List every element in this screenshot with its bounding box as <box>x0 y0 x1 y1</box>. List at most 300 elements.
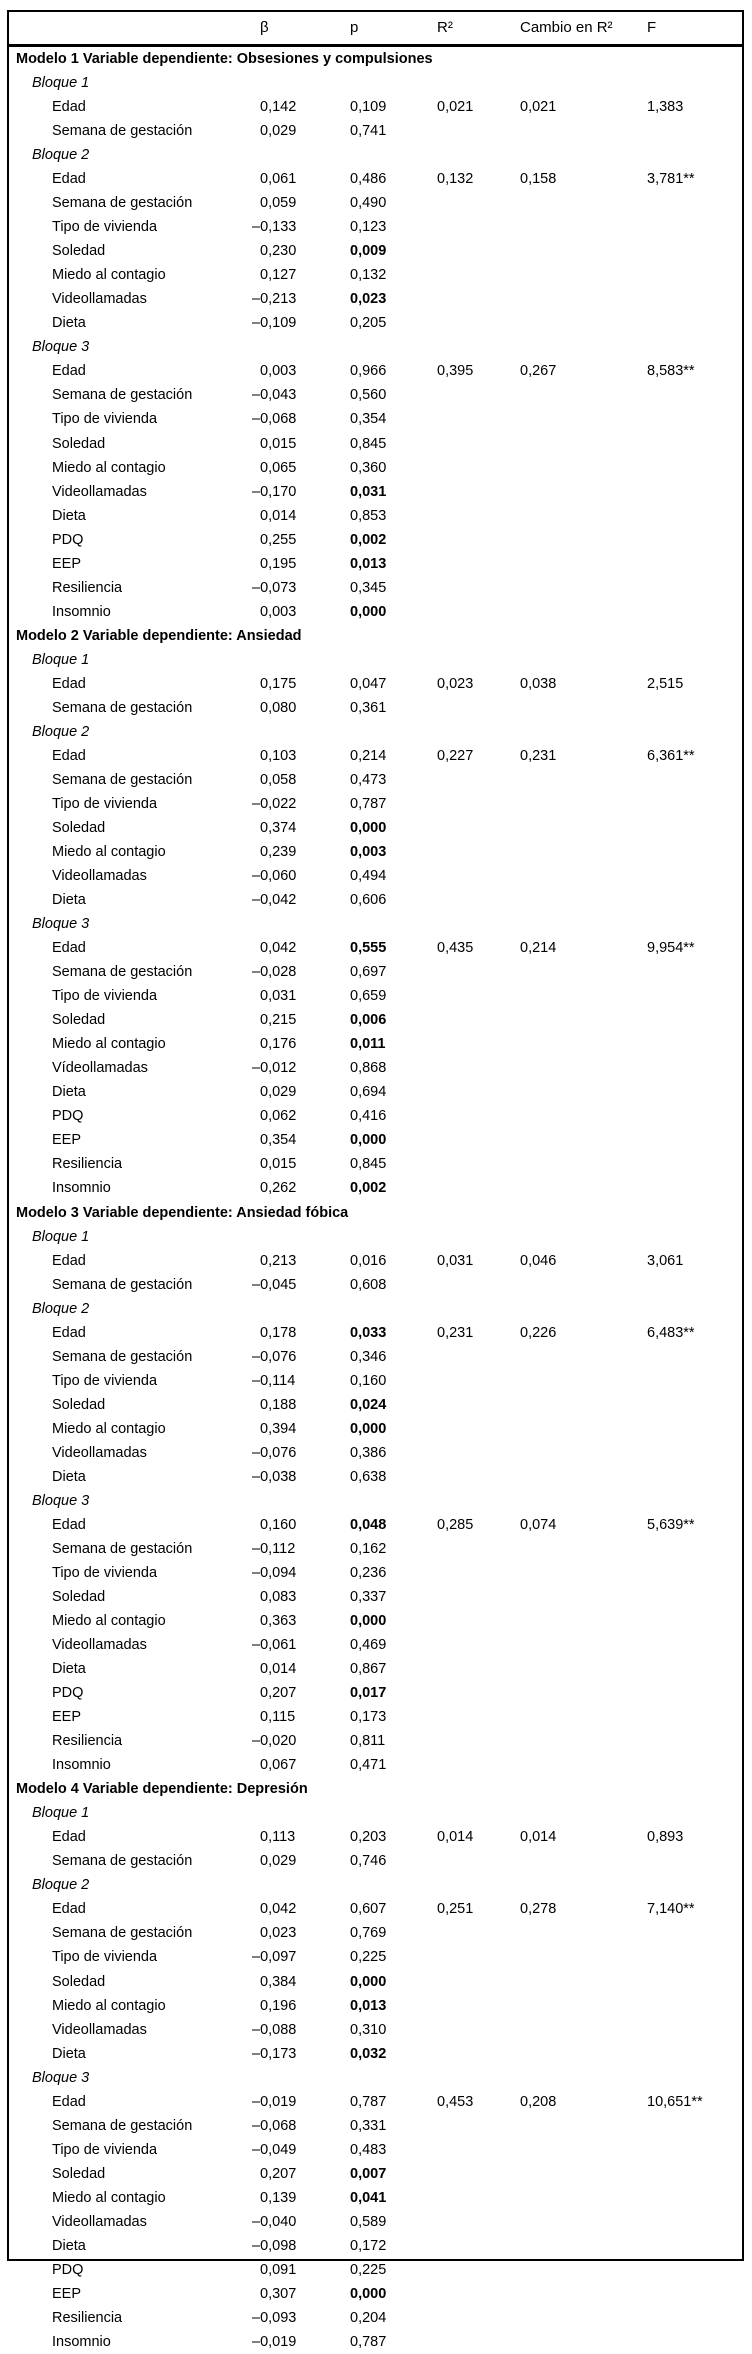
variable-label: Dieta <box>52 892 86 909</box>
p-value: 0,041 <box>350 2189 387 2206</box>
table-row <box>9 1321 742 1345</box>
beta-value: 0,113 <box>260 1829 296 1846</box>
p-value: 0,845 <box>350 435 387 452</box>
r2-change-value: 0,208 <box>520 2093 557 2110</box>
p-value: 0,386 <box>350 1444 387 1461</box>
r2-change-value: 0,214 <box>520 940 557 957</box>
column-header-p: p <box>350 19 359 36</box>
model-title: Modelo 4 Variable dependiente: Depresión <box>16 1781 308 1798</box>
table-row <box>9 1970 742 1994</box>
variable-label: Edad <box>52 1901 86 1918</box>
r2-change-value: 0,158 <box>520 171 557 188</box>
column-header-r2: R² <box>437 19 453 36</box>
beta-value: 0,015 <box>260 1156 297 1173</box>
variable-label: Dieta <box>52 1661 86 1678</box>
variable-label: PDQ <box>52 531 84 548</box>
beta-value: –0,114 <box>252 1372 296 1389</box>
p-value: 0,589 <box>350 2213 387 2230</box>
p-value: 0,225 <box>350 1949 387 1966</box>
beta-value: 0,003 <box>260 363 297 380</box>
variable-label: Edad <box>52 1324 86 1341</box>
table-row <box>9 2018 742 2042</box>
variable-label: Resiliencia <box>52 2309 123 2326</box>
variable-label: Tipo de vivienda <box>52 988 158 1005</box>
variable-label: Semana de gestación <box>52 1348 193 1365</box>
beta-value: 0,059 <box>260 195 297 212</box>
beta-value: 0,029 <box>260 123 297 140</box>
beta-value: 0,062 <box>260 1108 297 1125</box>
variable-label: EEP <box>52 1709 82 1726</box>
beta-value: 0,307 <box>260 2285 297 2302</box>
p-value: 0,203 <box>350 1829 387 1846</box>
variable-label: Videollamadas <box>52 291 147 308</box>
table-row <box>9 2138 742 2162</box>
table-row <box>9 1465 742 1489</box>
beta-value: 0,031 <box>260 988 297 1005</box>
p-value: 0,345 <box>350 579 387 596</box>
table-row <box>9 311 742 335</box>
table-row <box>9 840 742 864</box>
table-row <box>9 480 742 504</box>
table-row <box>9 1633 742 1657</box>
p-value: 0,483 <box>350 2141 387 2158</box>
table-row <box>9 744 742 768</box>
f-value: 1,383 <box>647 99 684 116</box>
p-value: 0,354 <box>350 411 387 428</box>
p-value: 0,787 <box>350 795 387 812</box>
beta-value: 0,384 <box>260 1973 297 1990</box>
beta-value: 0,014 <box>260 507 297 524</box>
table-row <box>9 119 742 143</box>
variable-label: Tipo de vivienda <box>52 2141 158 2158</box>
beta-value: 0,255 <box>260 531 297 548</box>
variable-label: Resiliencia <box>52 1733 123 1750</box>
p-value: 0,560 <box>350 387 387 404</box>
variable-label: Edad <box>52 363 86 380</box>
variable-label: Videollamadas <box>52 2021 147 2038</box>
p-value: 0,132 <box>350 267 387 284</box>
variable-label: Miedo al contagio <box>52 459 166 476</box>
beta-value: –0,112 <box>252 1540 296 1557</box>
table-row <box>9 2114 742 2138</box>
variable-label: Videollamadas <box>52 1444 147 1461</box>
p-value: 0,473 <box>350 771 387 788</box>
p-value: 0,032 <box>350 2045 387 2062</box>
beta-value: –0,060 <box>252 868 297 885</box>
beta-value: –0,045 <box>252 1276 297 1293</box>
table-row <box>9 1345 742 1369</box>
beta-value: 0,207 <box>260 1685 297 1702</box>
block-label-row <box>9 1801 742 1825</box>
beta-value: 0,196 <box>260 1997 297 2014</box>
p-value: 0,205 <box>350 315 387 332</box>
variable-label: Tipo de vivienda <box>52 219 158 236</box>
variable-label: Edad <box>52 171 86 188</box>
table-row <box>9 1249 742 1273</box>
beta-value: 0,023 <box>260 1925 297 1942</box>
variable-label: Soledad <box>52 243 106 260</box>
r2-value: 0,014 <box>437 1829 474 1846</box>
beta-value: 0,115 <box>260 1709 296 1726</box>
p-value: 0,337 <box>350 1589 387 1605</box>
variable-label: Dieta <box>52 2237 86 2254</box>
variable-label: Insomnio <box>52 1757 111 1774</box>
table-row <box>9 864 742 888</box>
p-value: 0,123 <box>350 219 387 236</box>
table-row <box>9 552 742 576</box>
beta-value: –0,093 <box>252 2309 297 2326</box>
table-row <box>9 2186 742 2210</box>
beta-value: –0,073 <box>252 579 297 596</box>
table-row <box>9 936 742 960</box>
beta-value: 0,374 <box>260 820 297 836</box>
table-body <box>9 47 742 2354</box>
variable-label: EEP <box>52 1132 82 1149</box>
table-row <box>9 1609 742 1633</box>
variable-label: PDQ <box>52 1685 84 1702</box>
table-row <box>9 2258 742 2282</box>
block-label: Bloque 3 <box>32 2069 90 2086</box>
p-value: 0,023 <box>350 291 387 308</box>
variable-label: Tipo de vivienda <box>52 1949 158 1966</box>
p-value: 0,000 <box>350 820 387 836</box>
table-row <box>9 600 742 624</box>
variable-label: Semana de gestación <box>52 1925 193 1942</box>
table-row <box>9 960 742 984</box>
column-header-r2-change: Cambio en R² <box>520 19 613 36</box>
p-value: 0,346 <box>350 1348 387 1365</box>
table-row <box>9 888 742 912</box>
block-label: Bloque 3 <box>32 339 90 356</box>
variable-label: Insomnio <box>52 2333 111 2350</box>
model-title-row <box>9 47 742 71</box>
p-value: 0,000 <box>350 603 387 620</box>
beta-value: 0,262 <box>260 1180 297 1197</box>
variable-label: Miedo al contagio <box>52 1613 166 1630</box>
p-value: 0,490 <box>350 195 387 212</box>
variable-label: Insomnio <box>52 603 111 620</box>
beta-value: 0,014 <box>260 1661 297 1678</box>
beta-value: 0,080 <box>260 699 297 716</box>
variable-label: Videollamadas <box>52 2213 147 2230</box>
variable-label: PDQ <box>52 1108 84 1125</box>
block-label-row <box>9 912 742 936</box>
block-label-row <box>9 143 742 167</box>
p-value: 0,000 <box>350 2285 387 2302</box>
p-value: 0,360 <box>350 459 387 476</box>
beta-value: –0,109 <box>252 315 297 332</box>
p-value: 0,606 <box>350 892 387 909</box>
p-value: 0,469 <box>350 1637 387 1654</box>
table-row <box>9 1561 742 1585</box>
variable-label: Soledad <box>52 2165 106 2182</box>
r2-value: 0,031 <box>437 1252 474 1269</box>
beta-value: –0,076 <box>252 1348 297 1365</box>
variable-label: Tipo de vivienda <box>52 795 158 812</box>
variable-label: Semana de gestación <box>52 771 193 788</box>
variable-label: PDQ <box>52 2261 84 2278</box>
variable-label: Semana de gestación <box>52 1540 193 1557</box>
variable-label: Semana de gestación <box>52 387 193 404</box>
column-header-f: F <box>647 19 657 36</box>
beta-value: –0,043 <box>252 387 297 404</box>
beta-value: 0,160 <box>260 1516 297 1533</box>
p-value: 0,361 <box>350 699 387 716</box>
table-row <box>9 2042 742 2066</box>
beta-value: 0,042 <box>260 940 297 957</box>
block-label-row <box>9 1489 742 1513</box>
variable-label: Soledad <box>52 1012 106 1029</box>
variable-label: Miedo al contagio <box>52 2189 166 2206</box>
model-title-row <box>9 624 742 648</box>
beta-value: 0,003 <box>260 603 297 620</box>
variable-label: Miedo al contagio <box>52 1036 166 1053</box>
p-value: 0,694 <box>350 1084 387 1101</box>
beta-value: 0,065 <box>260 459 297 476</box>
block-label: Bloque 1 <box>32 1228 90 1245</box>
p-value: 0,048 <box>350 1516 387 1533</box>
block-label: Bloque 2 <box>32 1877 90 1894</box>
variable-label: Dieta <box>52 315 86 332</box>
p-value: 0,013 <box>350 1997 387 2014</box>
table-row <box>9 1008 742 1032</box>
p-value: 0,162 <box>350 1540 387 1557</box>
beta-value: –0,020 <box>252 1733 297 1750</box>
variable-label: Tipo de vivienda <box>52 411 158 428</box>
r2-value: 0,251 <box>437 1901 474 1918</box>
f-value: 10,651** <box>647 2093 703 2110</box>
table-row <box>9 2306 742 2330</box>
beta-value: –0,170 <box>252 483 297 500</box>
p-value: 0,486 <box>350 171 387 188</box>
p-value: 0,000 <box>350 1420 387 1437</box>
variable-label: Vídeollamadas <box>52 1060 148 1077</box>
beta-value: –0,068 <box>252 2117 297 2134</box>
variable-label: Miedo al contagio <box>52 844 166 861</box>
r2-change-value: 0,267 <box>520 363 557 380</box>
table-row <box>9 1393 742 1417</box>
variable-label: Resiliencia <box>52 579 123 596</box>
p-value: 0,007 <box>350 2165 387 2182</box>
block-label: Bloque 2 <box>32 723 90 740</box>
p-value: 0,787 <box>350 2333 387 2350</box>
table-row <box>9 768 742 792</box>
p-value: 0,416 <box>350 1108 387 1125</box>
p-value: 0,000 <box>350 1132 387 1149</box>
variable-label: Edad <box>52 747 86 764</box>
model-title: Modelo 3 Variable dependiente: Ansiedad fóbica <box>16 1204 349 1221</box>
f-value: 0,893 <box>647 1829 684 1846</box>
beta-value: 0,015 <box>260 435 297 452</box>
p-value: 0,002 <box>350 531 387 548</box>
table-row <box>9 2162 742 2186</box>
variable-label: Semana de gestación <box>52 964 193 981</box>
table-row <box>9 1104 742 1128</box>
table-row <box>9 576 742 600</box>
block-label: Bloque 2 <box>32 1300 90 1317</box>
f-value: 5,639** <box>647 1516 695 1533</box>
p-value: 0,787 <box>350 2093 387 2110</box>
table-row <box>9 1849 742 1873</box>
beta-value: –0,019 <box>252 2333 297 2350</box>
table-row <box>9 191 742 215</box>
beta-value: –0,213 <box>252 291 297 308</box>
p-value: 0,214 <box>350 747 387 764</box>
table-row <box>9 239 742 263</box>
variable-label: EEP <box>52 555 82 572</box>
p-value: 0,013 <box>350 555 387 572</box>
block-label-row <box>9 335 742 359</box>
variable-label: Edad <box>52 1252 86 1269</box>
variable-label: Soledad <box>52 1973 106 1990</box>
table-row <box>9 2282 742 2306</box>
variable-label: Semana de gestación <box>52 1276 193 1293</box>
beta-value: 0,188 <box>260 1396 297 1413</box>
table-row <box>9 1537 742 1561</box>
r2-change-value: 0,046 <box>520 1252 557 1269</box>
block-label-row <box>9 1297 742 1321</box>
block-label-row <box>9 1225 742 1249</box>
p-value: 0,031 <box>350 483 387 500</box>
p-value: 0,608 <box>350 1276 387 1293</box>
beta-value: 0,029 <box>260 1853 297 1870</box>
beta-value: 0,178 <box>260 1324 297 1341</box>
variable-label: Dieta <box>52 507 86 524</box>
beta-value: –0,012 <box>252 1060 297 1077</box>
beta-value: 0,083 <box>260 1589 297 1605</box>
p-value: 0,845 <box>350 1156 387 1173</box>
beta-value: 0,139 <box>260 2189 297 2206</box>
f-value: 8,583** <box>647 363 695 380</box>
table-row <box>9 215 742 239</box>
p-value: 0,009 <box>350 243 387 260</box>
p-value: 0,172 <box>350 2237 387 2254</box>
p-value: 0,811 <box>350 1733 386 1750</box>
r2-value: 0,132 <box>437 171 474 188</box>
beta-value: –0,061 <box>252 1637 297 1654</box>
table-row <box>9 1705 742 1729</box>
table-row <box>9 1441 742 1465</box>
beta-value: –0,076 <box>252 1444 297 1461</box>
p-value: 0,003 <box>350 844 387 861</box>
p-value: 0,868 <box>350 1060 387 1077</box>
table-row <box>9 95 742 119</box>
table-row <box>9 1417 742 1441</box>
variable-label: Insomnio <box>52 1180 111 1197</box>
table-row <box>9 1657 742 1681</box>
p-value: 0,160 <box>350 1372 387 1389</box>
p-value: 0,867 <box>350 1661 387 1678</box>
beta-value: –0,038 <box>252 1468 297 1485</box>
p-value: 0,746 <box>350 1853 387 1870</box>
model-title: Modelo 2 Variable dependiente: Ansiedad <box>16 627 302 644</box>
p-value: 0,555 <box>350 940 387 957</box>
table-row <box>9 1152 742 1176</box>
r2-change-value: 0,231 <box>520 747 557 764</box>
variable-label: Videollamadas <box>52 1637 147 1654</box>
beta-value: 0,363 <box>260 1613 297 1630</box>
r2-value: 0,395 <box>437 363 474 380</box>
p-value: 0,310 <box>350 2021 387 2038</box>
block-label: Bloque 1 <box>32 75 90 92</box>
block-label: Bloque 3 <box>32 916 90 933</box>
variable-label: Videollamadas <box>52 483 147 500</box>
f-value: 3,061 <box>647 1252 684 1269</box>
model-title: Modelo 1 Variable dependiente: Obsesiones y compulsiones <box>16 51 433 67</box>
p-value: 0,047 <box>350 675 387 692</box>
beta-value: –0,019 <box>252 2093 297 2110</box>
table-row <box>9 407 742 431</box>
variable-label: Semana de gestación <box>52 1853 193 1870</box>
p-value: 0,494 <box>350 868 387 885</box>
beta-value: 0,058 <box>260 771 297 788</box>
table-row <box>9 2330 742 2354</box>
variable-label: Videollamadas <box>52 868 147 885</box>
table-row <box>9 528 742 552</box>
beta-value: 0,354 <box>260 1132 297 1149</box>
table-row <box>9 1273 742 1297</box>
variable-label: Dieta <box>52 1084 86 1101</box>
beta-value: 0,029 <box>260 1084 297 1101</box>
beta-value: 0,394 <box>260 1420 297 1437</box>
block-label: Bloque 1 <box>32 1805 90 1822</box>
variable-label: Semana de gestación <box>52 2117 193 2134</box>
model-title-row <box>9 1201 742 1225</box>
beta-value: –0,049 <box>252 2141 297 2158</box>
r2-change-value: 0,021 <box>520 99 557 116</box>
beta-value: –0,097 <box>252 1949 297 1966</box>
variable-label: Edad <box>52 99 86 116</box>
table-row <box>9 672 742 696</box>
p-value: 0,741 <box>350 123 387 140</box>
r2-change-value: 0,038 <box>520 675 557 692</box>
table-row <box>9 2210 742 2234</box>
block-label-row <box>9 71 742 95</box>
variable-label: Soledad <box>52 1396 106 1413</box>
variable-label: Soledad <box>52 1589 106 1605</box>
beta-value: 0,230 <box>260 243 297 260</box>
variable-label: Soledad <box>52 435 106 452</box>
p-value: 0,017 <box>350 1685 387 1702</box>
table-row <box>9 1585 742 1609</box>
p-value: 0,000 <box>350 1973 387 1990</box>
beta-value: 0,091 <box>260 2261 297 2278</box>
p-value: 0,331 <box>350 2117 387 2134</box>
beta-value: 0,175 <box>260 675 297 692</box>
p-value: 0,011 <box>350 1036 386 1053</box>
table-row <box>9 359 742 383</box>
beta-value: 0,195 <box>260 555 297 572</box>
table-row <box>9 1753 742 1777</box>
p-value: 0,033 <box>350 1324 387 1341</box>
r2-value: 0,435 <box>437 940 474 957</box>
table-row <box>9 1825 742 1849</box>
f-value: 2,515 <box>647 675 684 692</box>
beta-value: –0,098 <box>252 2237 297 2254</box>
block-label-row <box>9 1873 742 1897</box>
block-label: Bloque 2 <box>32 147 90 164</box>
p-value: 0,607 <box>350 1901 387 1918</box>
table-row <box>9 1032 742 1056</box>
column-header-beta: β <box>260 19 269 36</box>
block-label-row <box>9 2066 742 2090</box>
block-label-row <box>9 720 742 744</box>
p-value: 0,225 <box>350 2261 387 2278</box>
r2-value: 0,021 <box>437 99 474 116</box>
p-value: 0,966 <box>350 363 387 380</box>
table-row <box>9 1729 742 1753</box>
beta-value: 0,067 <box>260 1757 297 1774</box>
